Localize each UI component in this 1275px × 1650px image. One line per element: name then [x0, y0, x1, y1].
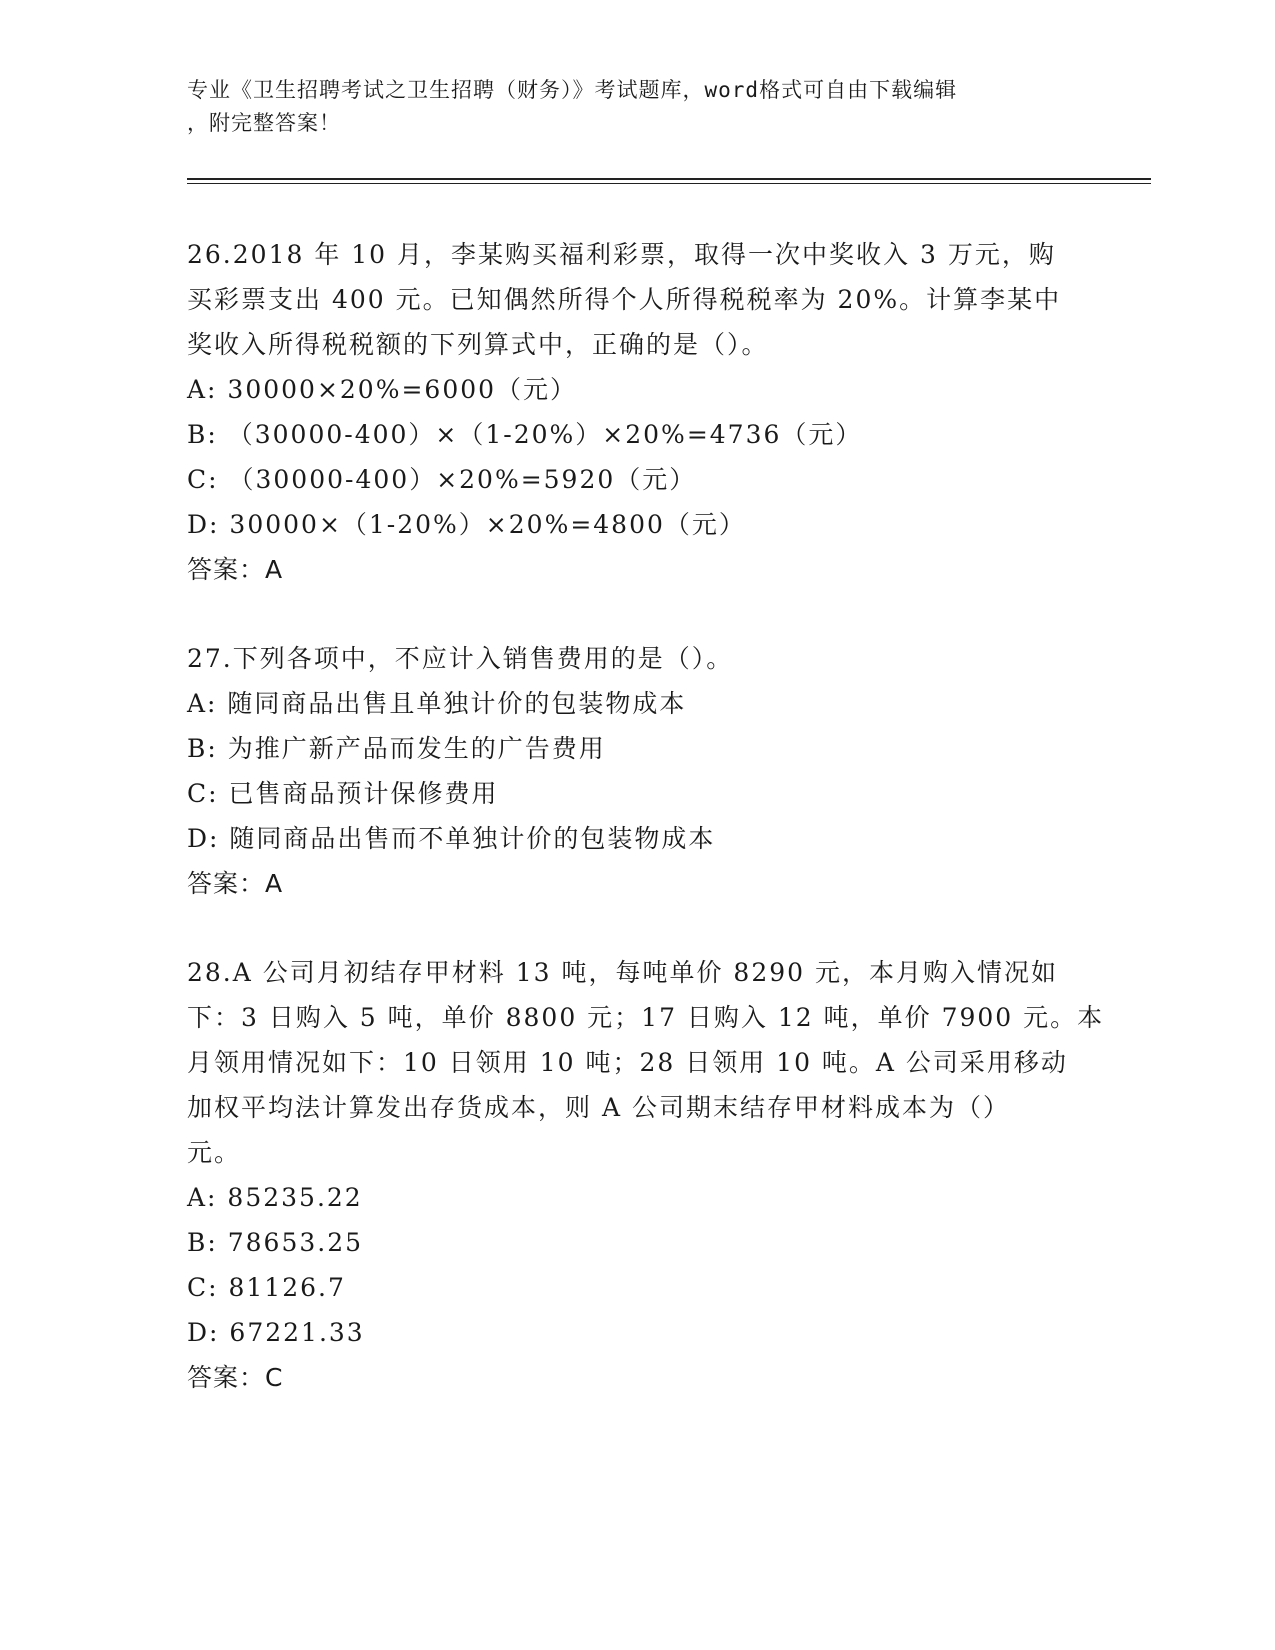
option-d: D: 30000×（1-20%）×20%=4800（元） — [187, 510, 746, 539]
question-stem-line: 26.2018 年 10 月，李某购买福利彩票，取得一次中奖收入 3 万元，购 — [187, 240, 1056, 269]
header-divider-thick — [187, 178, 1151, 180]
answer-line: 答案：C — [187, 1363, 284, 1392]
option-d: D: 67221.33 — [187, 1318, 365, 1347]
question-stem-line: 加权平均法计算发出存货成本，则 A 公司期末结存甲材料成本为（） — [187, 1093, 1010, 1122]
question-27 — [187, 636, 1087, 906]
answer-line: 答案：A — [187, 869, 284, 898]
question-list — [187, 232, 1105, 1444]
option-c: C: （30000-400）×20%=5920（元） — [187, 465, 697, 494]
option-b: B: 78653.25 — [187, 1228, 364, 1257]
question-stem-line: 27.下列各项中，不应计入销售费用的是（）。 — [187, 644, 734, 673]
header-divider-thin — [187, 183, 1151, 184]
question-stem-line: 28.A 公司月初结存甲材料 13 吨，每吨单价 8290 元，本月购入情况如 — [187, 958, 1058, 987]
question-28 — [187, 950, 1105, 1400]
answer-line: 答案：A — [187, 555, 284, 584]
option-a: A: 随同商品出售且单独计价的包装物成本 — [187, 689, 687, 718]
question-stem-line: 买彩票支出 400 元。已知偶然所得个人所得税税率为 20%。计算李某中 — [187, 285, 1062, 314]
option-a: A: 85235.22 — [187, 1183, 363, 1212]
option-a: A: 30000×20%=6000（元） — [187, 375, 578, 404]
option-c: C: 已售商品预计保修费用 — [187, 779, 499, 808]
question-stem-line: 奖收入所得税税额的下列算式中，正确的是（）。 — [187, 330, 769, 359]
question-stem-line: 元。 — [187, 1138, 242, 1167]
option-c: C: 81126.7 — [187, 1273, 346, 1302]
header-line-2: ，附完整答案！ — [187, 111, 341, 135]
option-b: B: （30000-400）×（1-20%）×20%=4736（元） — [187, 420, 863, 449]
option-d: D: 随同商品出售而不单独计价的包装物成本 — [187, 824, 716, 853]
question-stem-line: 月领用情况如下：10 日领用 10 吨；28 日领用 10 吨。A 公司采用移动 — [187, 1048, 1068, 1077]
question-26 — [187, 232, 1087, 592]
option-b: B: 为推广新产品而发生的广告费用 — [187, 734, 606, 763]
question-stem-line: 下：3 日购入 5 吨，单价 8800 元；17 日购入 12 吨，单价 7900 元。本 — [187, 1003, 1105, 1032]
header-line-1: 专业《卫生招聘考试之卫生招聘（财务）》考试题库，word格式可自由下载编辑 — [187, 78, 958, 102]
document-header — [187, 74, 1087, 140]
